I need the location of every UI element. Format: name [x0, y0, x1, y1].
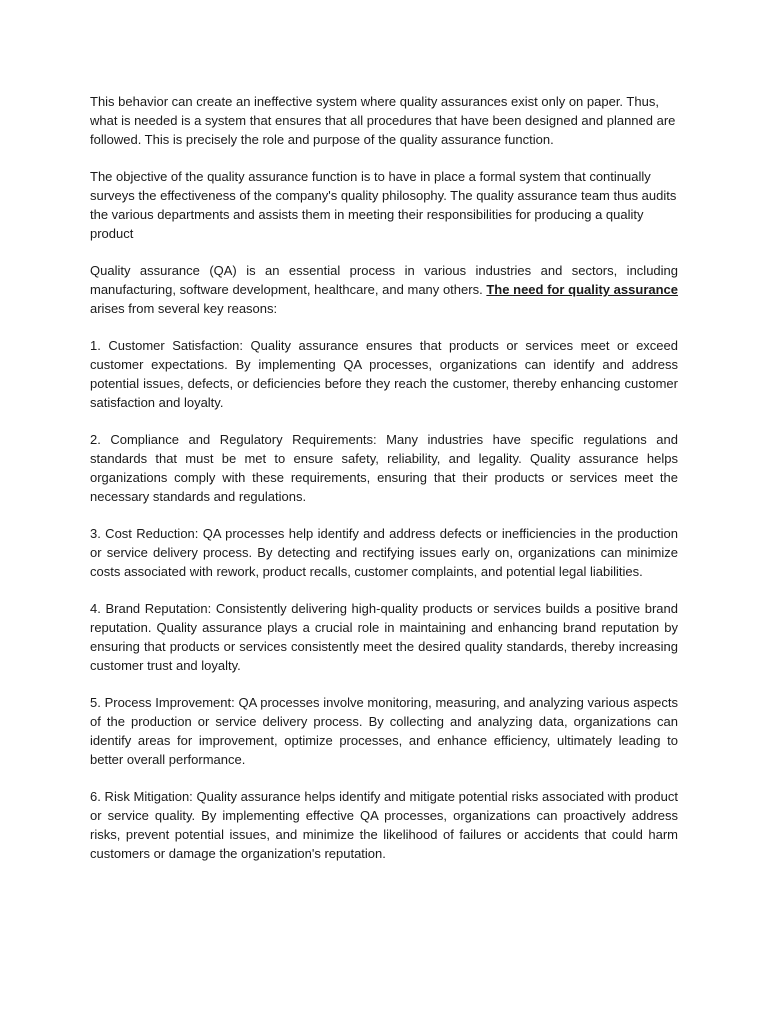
document-page [90, 92, 678, 881]
qa-paragraph [90, 261, 678, 318]
reason-cost-reduction: 3. Cost Reduction: QA processes help identify and address defects or inefficiencies in the production or service delivery process. By detecting and rectifying issues early on, organizations can minimize costs associated with rework, product recalls, customer complaints, and potential legal liabilities. [90, 526, 678, 579]
qa-paragraph-emphasis: The need for quality assurance [486, 282, 679, 297]
reason-risk-mitigation: 6. Risk Mitigation: Quality assurance helps identify and mitigate potential risks associated with product or service quality. By implementing effective QA processes, organizations can proactively address risks, prevent potential issues, and minimize the likelihood of failures or accidents that could harm customers or damage the organization's reputation. [90, 789, 678, 861]
qa-paragraph-lead: Quality assurance (QA) is an essential process in various industries and sectors, including manufacturing, software development, healthcare, and many others. [90, 263, 678, 297]
intro-paragraph-2: The objective of the quality assurance function is to have in place a formal system that continually surveys the effectiveness of the company's quality philosophy. The quality assurance team thus audits the various departments and assists them in meeting their responsibilities for producing a quality product [90, 169, 677, 241]
reason-process-improvement: 5. Process Improvement: QA processes involve monitoring, measuring, and analyzing various aspects of the production or service delivery process. By collecting and analyzing data, organizations can identify areas for improvement, optimize processes, and enhance efficiency, ultimately leading to better overall performance. [90, 695, 678, 767]
qa-paragraph-tail: arises from several key reasons: [90, 301, 278, 316]
reason-brand-reputation: 4. Brand Reputation: Consistently delivering high-quality products or services builds a positive brand reputation. Quality assurance plays a crucial role in maintaining and enhancing brand reputation by ensuring that products or services consistently meet the desired quality standards, thereby increasing customer trust and loyalty. [90, 601, 678, 673]
reason-compliance: 2. Compliance and Regulatory Requirements: Many industries have specific regulations and standards that must be met to ensure safety, reliability, and legality. Quality assurance helps organizations comply with these requirements, ensuring that their products or services meet the necessary standards and regulations. [90, 432, 678, 504]
intro-paragraph-1: This behavior can create an ineffective system where quality assurances exist only on paper. Thus, what is needed is a system that ensures that all procedures that have been designed and planned are followed. This is precisely the role and purpose of the quality assurance function. [90, 94, 676, 147]
reason-customer-satisfaction: 1. Customer Satisfaction: Quality assurance ensures that products or services meet or exceed customer expectations. By implementing QA processes, organizations can identify and address potential issues, defects, or deficiencies before they reach the customer, thereby enhancing customer satisfaction and loyalty. [90, 338, 678, 410]
